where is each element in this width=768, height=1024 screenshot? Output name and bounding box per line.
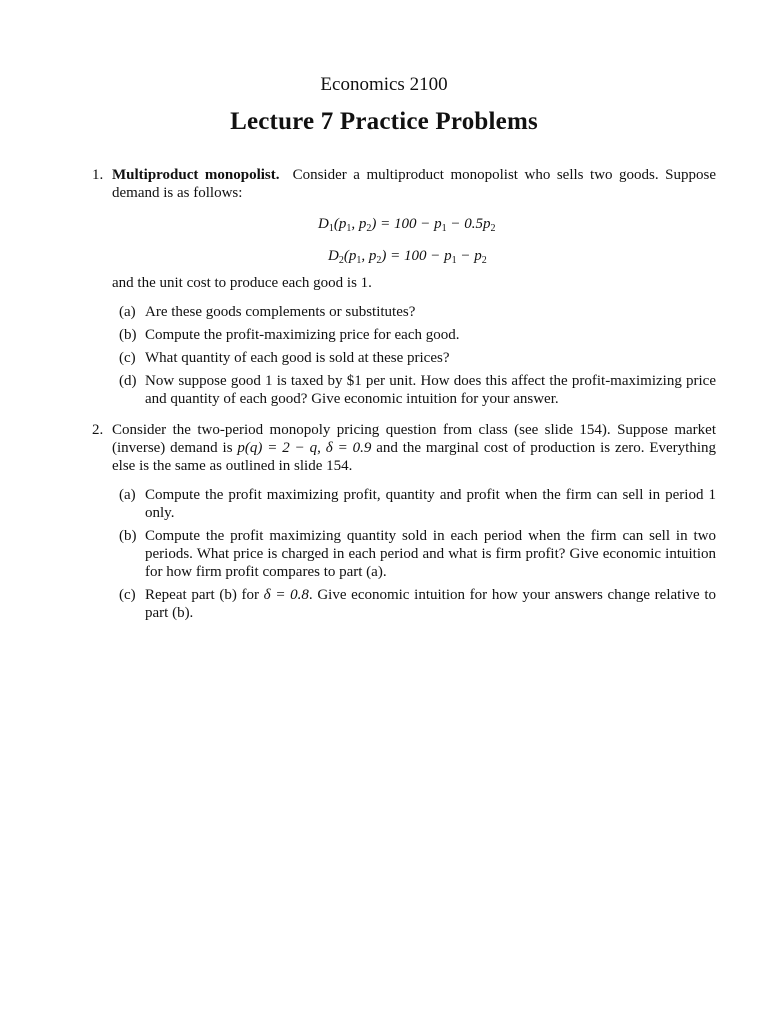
problem-2-text: Consider the two-period monopoly pricing question from class (see slide 154). Suppose market (inverse) demand is — [112, 422, 716, 456]
eq-sub: 1 — [328, 223, 334, 234]
part-label: (a) — [119, 487, 136, 503]
eq-text: ) = 100 − p — [371, 216, 442, 232]
eq-sub: 2 — [376, 255, 382, 266]
problem-2-text: and the marginal cost of production is zero. Everything else is the same as outlined in slide 154. — [112, 440, 717, 474]
list-item — [119, 586, 716, 622]
eq-text: − p — [456, 248, 482, 264]
discount-factor-value: δ = 0.9 — [325, 440, 372, 456]
problem-1 — [92, 166, 716, 202]
eq-text: D — [318, 216, 329, 232]
eq-sub: 1 — [441, 223, 447, 234]
problem-1-intro-text: Consider a multiproduct monopolist who sells two goods. Suppose demand is as follows: — [112, 167, 717, 201]
problem-1-parts — [119, 303, 716, 408]
problem-2-intro — [112, 421, 716, 475]
problem-1-intro — [112, 166, 716, 202]
eq-sub: 1 — [356, 255, 362, 266]
list-item — [119, 527, 716, 581]
eq-text: (p — [343, 248, 357, 264]
eq-text: , p — [351, 216, 367, 232]
eq-sub: 2 — [366, 223, 372, 234]
part-text: Compute the profit maximizing quantity sold in each period when the firm can sell in two periods. What price is charged in each period and what is firm profit? Give economic intuition for how firm profit compares to part (a). — [145, 528, 716, 580]
eq-sub: 2 — [490, 223, 496, 234]
eq-sub: 2 — [481, 255, 487, 266]
eq-text: ) = 100 − p — [381, 248, 452, 264]
part-text: Compute the profit maximizing profit, quantity and profit when the firm can sell in period 1 only. — [145, 487, 716, 521]
part-label: (a) — [119, 304, 136, 320]
part-label: (b) — [119, 327, 137, 343]
list-item — [119, 303, 716, 321]
demand-equation-1 — [318, 216, 495, 234]
eq-sub: 1 — [346, 223, 352, 234]
list-item — [119, 349, 716, 367]
problem-number: 2. — [92, 422, 104, 438]
part-text: Now suppose good 1 is taxed by $1 per unit. How does this affect the profit-maximizing price and quantity of each good? Give economic intuition for your answer. — [145, 373, 716, 407]
part-text: Are these goods complements or substitutes? — [145, 304, 416, 320]
list-item — [119, 372, 716, 408]
eq-text: , p — [361, 248, 377, 264]
part-label: (d) — [119, 373, 137, 389]
part-text: What quantity of each good is sold at these prices? — [145, 350, 450, 366]
problem-1-heading: Multiproduct monopolist. — [112, 167, 280, 183]
problem-number: 1. — [92, 167, 104, 183]
list-item — [119, 326, 716, 344]
list-item — [119, 486, 716, 522]
problem-2 — [92, 421, 716, 475]
eq-text: (p — [333, 216, 347, 232]
part-text-segment: Repeat part (b) for — [145, 587, 264, 603]
part-label: (c) — [119, 350, 136, 366]
part-text: Compute the profit-maximizing price for each good. — [145, 327, 460, 343]
eq-text: − 0.5p — [446, 216, 491, 232]
problem-2-parts — [119, 486, 716, 622]
page-title: Lecture 7 Practice Problems — [230, 108, 538, 135]
part-text-segment: . Give economic intuition for how your answers change relative to part (b). — [145, 587, 716, 621]
part-text — [145, 586, 716, 622]
demand-equation-2 — [328, 248, 487, 266]
discount-factor-value: δ = 0.8 — [263, 587, 309, 603]
course-name: Economics 2100 — [320, 74, 448, 95]
problem-2-text: , — [317, 440, 326, 456]
inverse-demand-formula: p(q) = 2 − q — [237, 440, 318, 456]
part-label: (c) — [119, 587, 136, 603]
eq-sub: 2 — [338, 255, 344, 266]
problem-1-after-text: and the unit cost to produce each good is 1. — [112, 275, 372, 291]
eq-text: D — [328, 248, 339, 264]
part-label: (b) — [119, 528, 137, 544]
eq-sub: 1 — [451, 255, 457, 266]
